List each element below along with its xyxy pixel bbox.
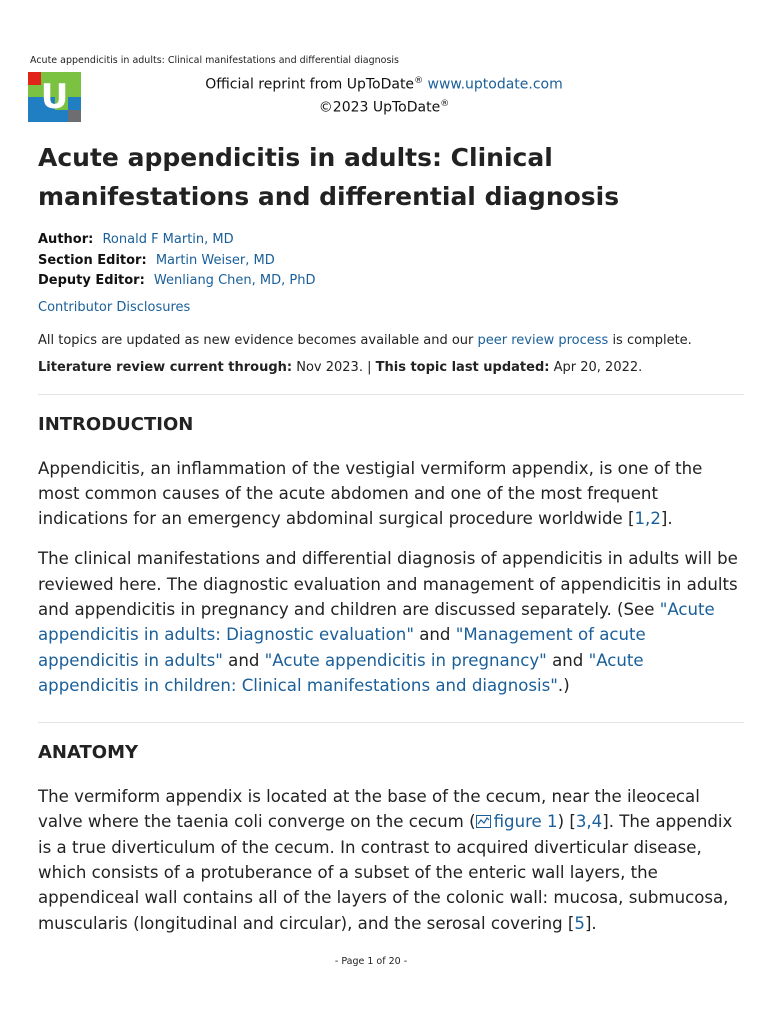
deputy-editor-role: Deputy Editor: — [38, 273, 145, 288]
deputy-editor-link[interactable]: Wenliang Chen, MD, PhD — [153, 273, 316, 288]
introduction-paragraph-2 — [38, 546, 744, 698]
uptodate-site-link[interactable]: www.uptodate.com — [427, 76, 563, 93]
reference-link[interactable]: 3,4 — [575, 812, 603, 832]
section-editor-link[interactable]: Martin Weiser, MD — [155, 252, 275, 268]
conjunction-text: and — [222, 650, 265, 670]
figure-link-label: figure 1 — [493, 812, 558, 832]
topic-link-children[interactable]: "Acute appendicitis in children: Clinical manifestations and diagnosis" — [38, 650, 644, 695]
copyright-text: ©2023 UpToDate — [318, 99, 441, 116]
paragraph-text: ]. The appendix is a true diverticulum of the cecum. In contrast to acquired diverticular disease, which consists of a protuberance of a subset of the enteric wall layers, the appendiceal wall contains all of the layers of the colonic wall: mucosa, submucosa, muscularis (longitudinal and circular), and the serosal covering [ — [38, 812, 733, 933]
update-note-text: All topics are updated as new evidence becomes available and our — [38, 332, 478, 348]
reprint-notice — [0, 72, 768, 117]
registered-mark: ® — [414, 76, 424, 86]
topic-link-management[interactable]: "Management of acute appendicitis in adults" — [38, 625, 646, 670]
reference-link[interactable]: 5 — [574, 913, 585, 933]
paragraph-text: The clinical manifestations and differential diagnosis of appendicitis in adults will be reviewed here. The diagnostic evaluation and management of appendicitis in adults and appendicitis in pregnancy and children are discussed separately. (See — [38, 549, 738, 619]
paragraph-text: ) [ — [557, 812, 576, 832]
section-divider — [38, 394, 744, 395]
reference-link[interactable]: 1,2 — [634, 509, 661, 529]
page-number: - Page 1 of 20 - — [334, 956, 408, 967]
section-editor-role: Section Editor: — [38, 252, 147, 268]
author-row — [38, 230, 744, 251]
peer-review-link[interactable]: peer review process — [477, 332, 609, 348]
author-link[interactable]: Ronald F Martin, MD — [102, 232, 234, 247]
introduction-paragraph-1 — [38, 456, 744, 532]
author-role: Author: — [38, 232, 94, 247]
topic-link-diagnostic-evaluation[interactable]: "Acute appendicitis in adults: Diagnostic evaluation" — [38, 599, 715, 645]
conjunction-text: and — [546, 650, 589, 670]
contributor-disclosures-link[interactable]: Contributor Disclosures — [38, 299, 191, 315]
literature-review-label: Literature review current through: — [38, 359, 293, 375]
update-note — [38, 331, 744, 351]
review-dates — [38, 358, 744, 378]
paragraph-end: .) — [557, 675, 570, 695]
paragraph-end: ]. — [660, 509, 673, 529]
article-title: Acute appendicitis in adults: Clinical manifestations and differential diagnosis — [38, 143, 620, 211]
document-header-title: Acute appendicitis in adults: Clinical manifestations and differential diagnosis — [30, 55, 399, 66]
paragraph-text: The vermiform appendix is located at the base of the cecum, near the ileocecal valve where the taenia coli converge on the cecum ( — [38, 787, 700, 832]
anatomy-paragraph-1 — [38, 784, 744, 936]
last-updated-label: This topic last updated: — [375, 359, 550, 375]
section-editor-row — [38, 251, 744, 272]
anatomy-heading: ANATOMY — [38, 742, 139, 764]
logo-letter: U — [40, 77, 69, 117]
figure-icon — [476, 815, 491, 828]
reprint-text: Official reprint from UpToDate — [205, 76, 415, 93]
paragraph-end: ]. — [584, 913, 597, 933]
article-content — [38, 138, 744, 936]
update-note-end: is complete. — [608, 332, 692, 348]
literature-review-value: Nov 2023. | — [292, 359, 376, 375]
section-divider — [38, 722, 744, 723]
conjunction-text: and — [413, 625, 456, 645]
last-updated-value: Apr 20, 2022. — [549, 359, 643, 375]
author-list — [38, 230, 744, 292]
introduction-heading: INTRODUCTION — [38, 413, 194, 435]
deputy-editor-row — [38, 271, 744, 292]
paragraph-text: Appendicitis, an inflammation of the vestigial vermiform appendix, is one of the most common causes of the acute abdomen and one of the most frequent indications for an emergency abdominal surgical procedure worldwide [ — [38, 458, 703, 529]
figure-link[interactable] — [476, 812, 558, 831]
topic-link-pregnancy[interactable]: "Acute appendicitis in pregnancy" — [264, 650, 547, 670]
copyright-registered-mark: ® — [440, 98, 450, 109]
